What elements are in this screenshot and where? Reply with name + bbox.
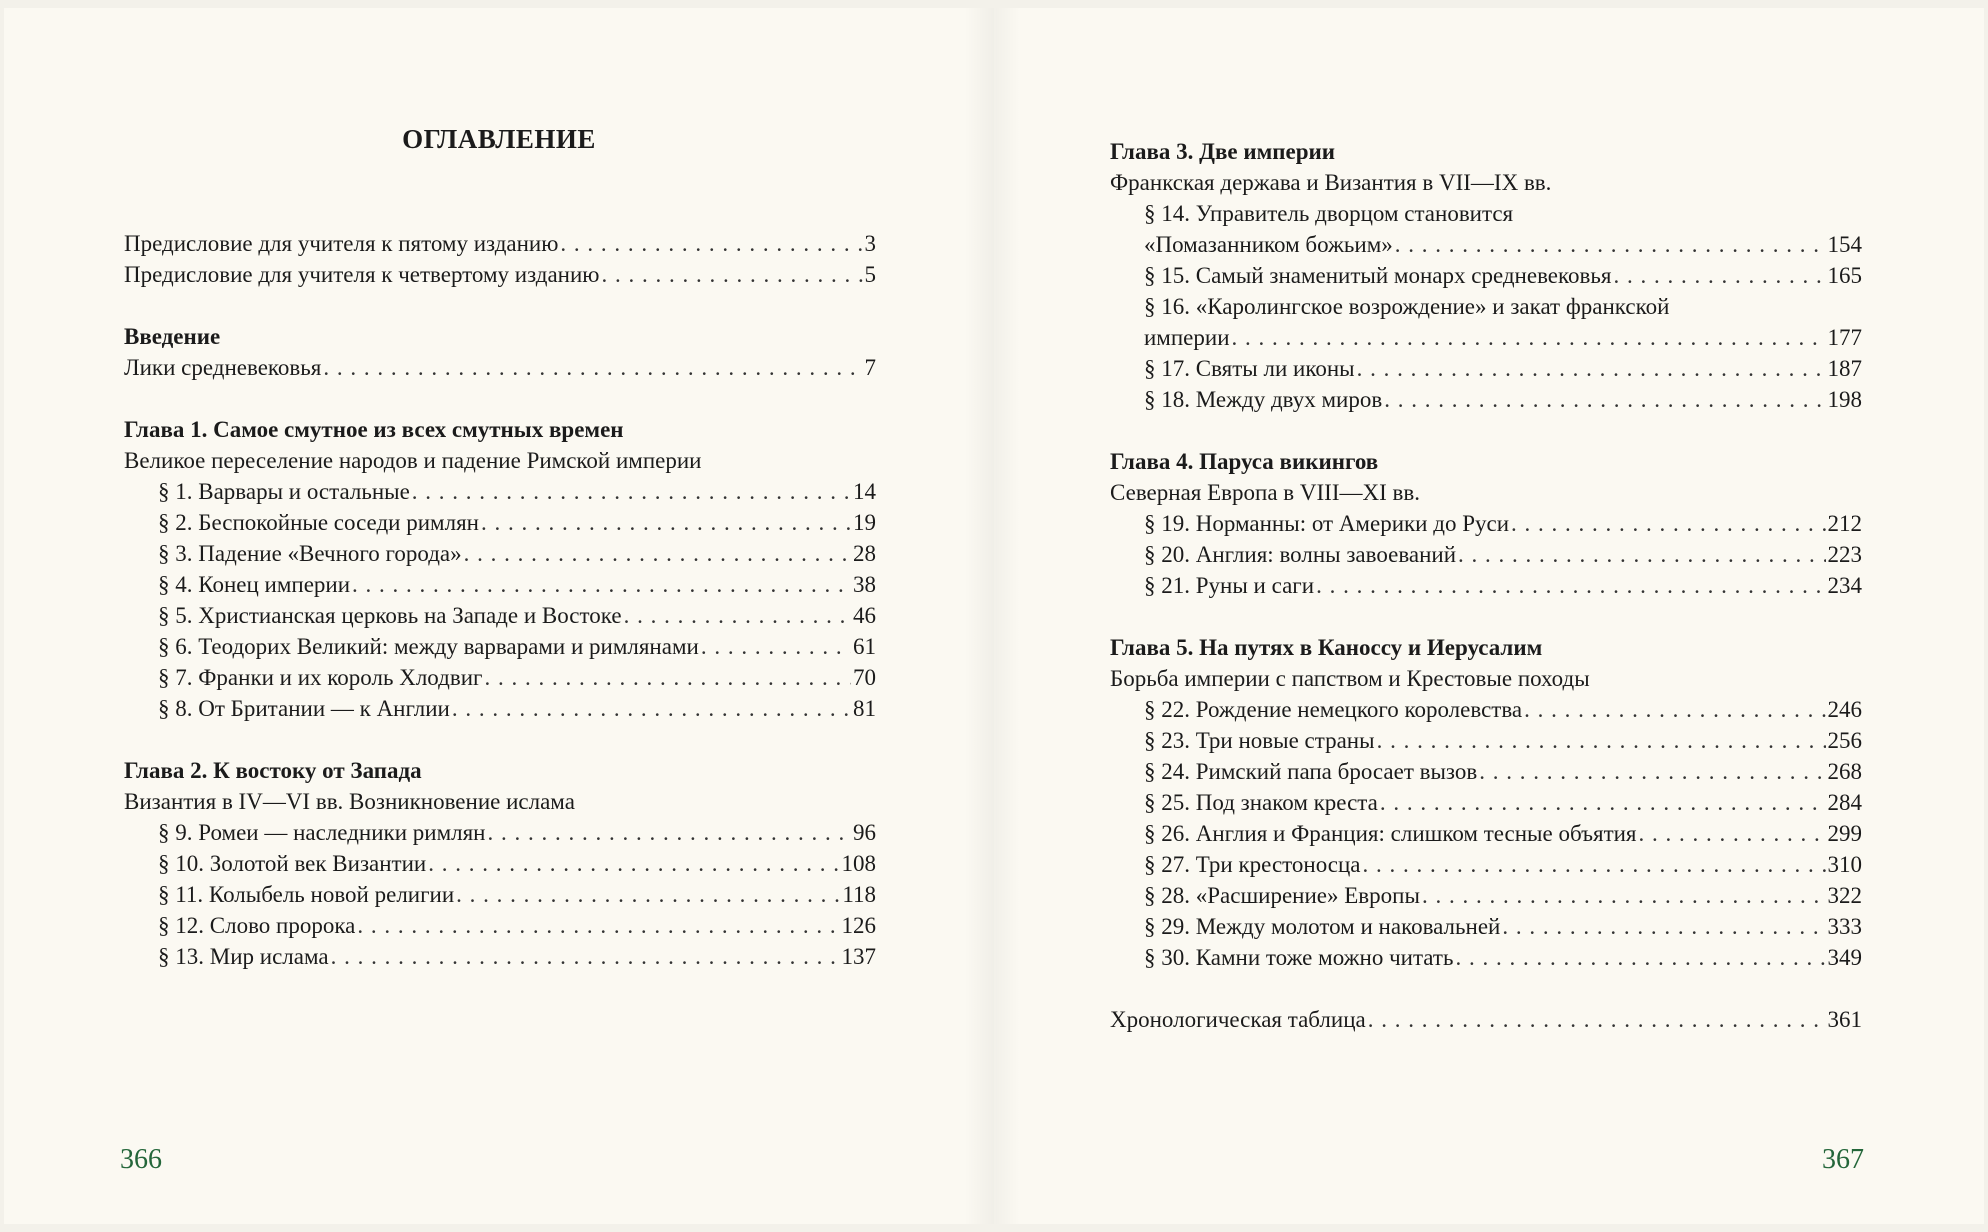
chapter-subtitle-text: Великое переселение народов и падение Римской империи: [124, 448, 702, 473]
toc-entry: [1110, 508, 1862, 539]
dot-leader: [601, 259, 862, 290]
toc-entry: [1110, 880, 1862, 911]
toc-entry-page: 310: [1827, 852, 1862, 877]
dot-leader: [481, 507, 851, 538]
toc-entry-text: § 7. Франки и их король Хлодвиг: [158, 665, 483, 690]
chapter-heading-text: Глава 2. К востоку от Запада: [124, 758, 422, 783]
toc-entry: [124, 910, 876, 941]
toc-entry: [124, 476, 876, 507]
toc-entry: [124, 817, 876, 848]
toc-entry-page: 234: [1827, 573, 1862, 598]
chapter-subtitle-text: Византия в IV—VI вв. Возникновение ислама: [124, 789, 575, 814]
toc-entry: [124, 507, 876, 538]
dot-leader: [1384, 384, 1825, 415]
toc-entry-page: 96: [853, 820, 876, 845]
dot-leader: [1502, 911, 1825, 942]
toc-entry: [1110, 725, 1862, 756]
toc-entry-text: § 8. От Британии — к Англии: [158, 696, 450, 721]
toc-entry-text: § 29. Между молотом и наковальней: [1144, 914, 1501, 939]
dot-leader: [1639, 818, 1826, 849]
chapter-heading: [1110, 136, 1862, 167]
toc-entry-text: § 9. Ромеи — наследники римлян: [158, 820, 486, 845]
toc-entry-text: «Помазанником божьим»: [1144, 232, 1393, 257]
dot-leader: [624, 600, 851, 631]
toc-entry: [124, 600, 876, 631]
toc-entry: [124, 693, 876, 724]
toc-entry: [124, 848, 876, 879]
dot-leader: [357, 910, 839, 941]
toc-entry-text: § 6. Теодорих Великий: между варварами и римлянами: [158, 634, 699, 659]
dot-leader: [1380, 787, 1826, 818]
dot-leader: [1511, 508, 1825, 539]
section-heading: [124, 321, 876, 352]
dot-leader: [1613, 260, 1825, 291]
toc-entry: [124, 941, 876, 972]
toc-entry-page: 212: [1827, 511, 1862, 536]
dot-leader: [1422, 880, 1826, 911]
toc-entry-text: § 15. Самый знаменитый монарх средневековья: [1144, 263, 1612, 288]
dot-leader: [412, 476, 851, 507]
chapter-heading: [1110, 632, 1862, 663]
toc-entry-text: § 13. Мир ислама: [158, 944, 329, 969]
dot-leader: [1458, 539, 1825, 570]
toc-column-left: [124, 228, 876, 972]
toc-entry-text: § 19. Норманны: от Америки до Руси: [1144, 511, 1510, 536]
toc-entry: [124, 259, 876, 290]
toc-entry-text: § 18. Между двух миров: [1144, 387, 1383, 412]
chapter-subtitle-text: Северная Европа в VIII—XI вв.: [1110, 480, 1420, 505]
toc-entry-page: 284: [1827, 790, 1862, 815]
chapter-subtitle: [1110, 477, 1862, 508]
toc-entry-text: § 11. Колыбель новой религии: [158, 882, 455, 907]
dot-leader: [1368, 1004, 1826, 1035]
dot-leader: [464, 538, 851, 569]
toc-entry: [1110, 911, 1862, 942]
toc-entry-text: § 21. Руны и саги: [1144, 573, 1315, 598]
toc-entry: [1110, 849, 1862, 880]
toc-entry: [124, 352, 876, 383]
dot-leader: [484, 662, 851, 693]
toc-entry-page: 223: [1827, 542, 1862, 567]
toc-entry-page: 126: [841, 913, 876, 938]
toc-entry-page: 137: [841, 944, 876, 969]
toc-entry-text: § 24. Римский папа бросает вызов: [1144, 759, 1478, 784]
toc-entry: [1110, 384, 1862, 415]
toc-entry: [124, 662, 876, 693]
dot-leader: [488, 817, 852, 848]
dot-leader: [1232, 322, 1826, 353]
dot-leader: [331, 941, 840, 972]
toc-entry: [1110, 260, 1862, 291]
chapter-heading: [124, 755, 876, 786]
toc-entry-text: Предисловие для учителя к четвертому изданию: [124, 262, 600, 287]
toc-entry-text: § 12. Слово пророка: [158, 913, 356, 938]
dot-leader: [1479, 756, 1825, 787]
toc-entry-page: 38: [853, 572, 876, 597]
toc-entry: [124, 538, 876, 569]
dot-leader: [452, 693, 851, 724]
section-heading-text: Введение: [124, 324, 221, 349]
dot-leader: [560, 228, 862, 259]
toc-entry-text: § 28. «Расширение» Европы: [1144, 883, 1420, 908]
dot-leader: [1377, 725, 1826, 756]
toc-entry-page: 61: [853, 634, 876, 659]
toc-entry-page: 5: [864, 262, 876, 287]
chapter-heading: [124, 414, 876, 445]
toc-entry: [1110, 942, 1862, 973]
dot-leader: [1316, 570, 1825, 601]
toc-entry-page: 165: [1827, 263, 1862, 288]
right-page: [996, 8, 1984, 1224]
toc-entry-text: § 23. Три новые страны: [1144, 728, 1375, 753]
toc-entry-page: 187: [1827, 356, 1862, 381]
toc-entry: [1110, 756, 1862, 787]
toc-entry-text: Хронологическая таблица: [1110, 1007, 1366, 1032]
toc-entry: [1110, 353, 1862, 384]
toc-entry-text: § 10. Золотой век Византии: [158, 851, 427, 876]
toc-entry-text: § 27. Три крестоносца: [1144, 852, 1361, 877]
toc-entry-text: § 14. Управитель дворцом становится: [1144, 201, 1514, 226]
toc-entry-text: § 20. Англия: волны завоеваний: [1144, 542, 1457, 567]
toc-entry-page: 322: [1827, 883, 1862, 908]
toc-entry: [124, 228, 876, 259]
toc-entry-text: § 5. Христианская церковь на Западе и Востоке: [158, 603, 622, 628]
dot-leader: [1524, 694, 1825, 725]
toc-entry-page: 246: [1827, 697, 1862, 722]
toc-entry-page: 7: [864, 355, 876, 380]
toc-entry-page: 177: [1827, 325, 1862, 350]
toc-entry-text: § 1. Варвары и остальные: [158, 479, 410, 504]
chapter-heading-text: Глава 5. На путях в Каноссу и Иерусалим: [1110, 635, 1543, 660]
left-page: [4, 8, 994, 1224]
toc-entry-text: Лики средневековья: [124, 355, 322, 380]
toc-entry: [124, 569, 876, 600]
toc-entry: [124, 879, 876, 910]
chapter-subtitle: [1110, 663, 1862, 694]
page-number-left: 366: [120, 1144, 162, 1175]
toc-entry-page: 108: [841, 851, 876, 876]
toc-entry: [1110, 539, 1862, 570]
chapter-subtitle: [1110, 167, 1862, 198]
toc-entry-page: 349: [1827, 945, 1862, 970]
toc-entry: [1110, 694, 1862, 725]
toc-entry-text: § 25. Под знаком креста: [1144, 790, 1378, 815]
toc-column-right: [1110, 136, 1862, 1035]
chapter-subtitle: [124, 786, 876, 817]
toc-entry-line: [1110, 291, 1862, 322]
toc-entry: [1110, 818, 1862, 849]
toc-entry-page: 361: [1827, 1007, 1862, 1032]
dot-leader: [323, 352, 862, 383]
dot-leader: [1395, 229, 1826, 260]
toc-entry-text: § 22. Рождение немецкого королевства: [1144, 697, 1523, 722]
chapter-subtitle-text: Франкская держава и Византия в VII—IX вв.: [1110, 170, 1552, 195]
toc-entry-page: 70: [853, 665, 876, 690]
toc-entry-page: 268: [1827, 759, 1862, 784]
toc-entry-text: § 17. Святы ли иконы: [1144, 356, 1355, 381]
chapter-heading: [1110, 446, 1862, 477]
toc-entry-text: империи: [1144, 325, 1230, 350]
chapter-heading-text: Глава 1. Самое смутное из всех смутных времен: [124, 417, 624, 442]
page-number-right: 367: [1822, 1144, 1864, 1175]
toc-entry-page: 154: [1827, 232, 1862, 257]
toc-entry: [1110, 787, 1862, 818]
toc-entry-text: § 30. Камни тоже можно читать: [1144, 945, 1454, 970]
toc-title: ОГЛАВЛЕНИЕ: [402, 124, 596, 154]
dot-leader: [352, 569, 851, 600]
toc-entry-text: § 3. Падение «Вечного города»: [158, 541, 462, 566]
toc-entry-page: 14: [853, 479, 876, 504]
toc-entry: [1110, 229, 1862, 260]
toc-entry: [1110, 322, 1862, 353]
chapter-subtitle-text: Борьба империи с папством и Крестовые походы: [1110, 666, 1590, 691]
toc-entry: [1110, 570, 1862, 601]
toc-entry-line: [1110, 198, 1862, 229]
toc-entry-page: 299: [1827, 821, 1862, 846]
chapter-heading-text: Глава 3. Две империи: [1110, 139, 1335, 164]
toc-entry-text: § 2. Беспокойные соседи римлян: [158, 510, 479, 535]
toc-entry-page: 46: [853, 603, 876, 628]
toc-entry-page: 198: [1827, 387, 1862, 412]
toc-entry-text: Предисловие для учителя к пятому изданию: [124, 231, 559, 256]
dot-leader: [1357, 353, 1826, 384]
dot-leader: [701, 631, 851, 662]
dot-leader: [1455, 942, 1825, 973]
toc-entry-text: § 26. Англия и Франция: слишком тесные объятия: [1144, 821, 1637, 846]
toc-entry-page: 256: [1827, 728, 1862, 753]
toc-entry-page: 19: [853, 510, 876, 535]
chapter-subtitle: [124, 445, 876, 476]
toc-entry-text: § 4. Конец империи: [158, 572, 351, 597]
toc-entry-page: 333: [1827, 914, 1862, 939]
toc-entry-page: 81: [853, 696, 876, 721]
dot-leader: [1363, 849, 1826, 880]
toc-entry: [124, 631, 876, 662]
dot-leader: [456, 879, 840, 910]
toc-entry: [1110, 1004, 1862, 1035]
toc-entry-text: § 16. «Каролингское возрождение» и закат франкской: [1144, 294, 1670, 319]
toc-entry-page: 118: [842, 882, 876, 907]
toc-entry-page: 28: [853, 541, 876, 566]
dot-leader: [428, 848, 839, 879]
chapter-heading-text: Глава 4. Паруса викингов: [1110, 449, 1379, 474]
toc-entry-page: 3: [864, 231, 876, 256]
